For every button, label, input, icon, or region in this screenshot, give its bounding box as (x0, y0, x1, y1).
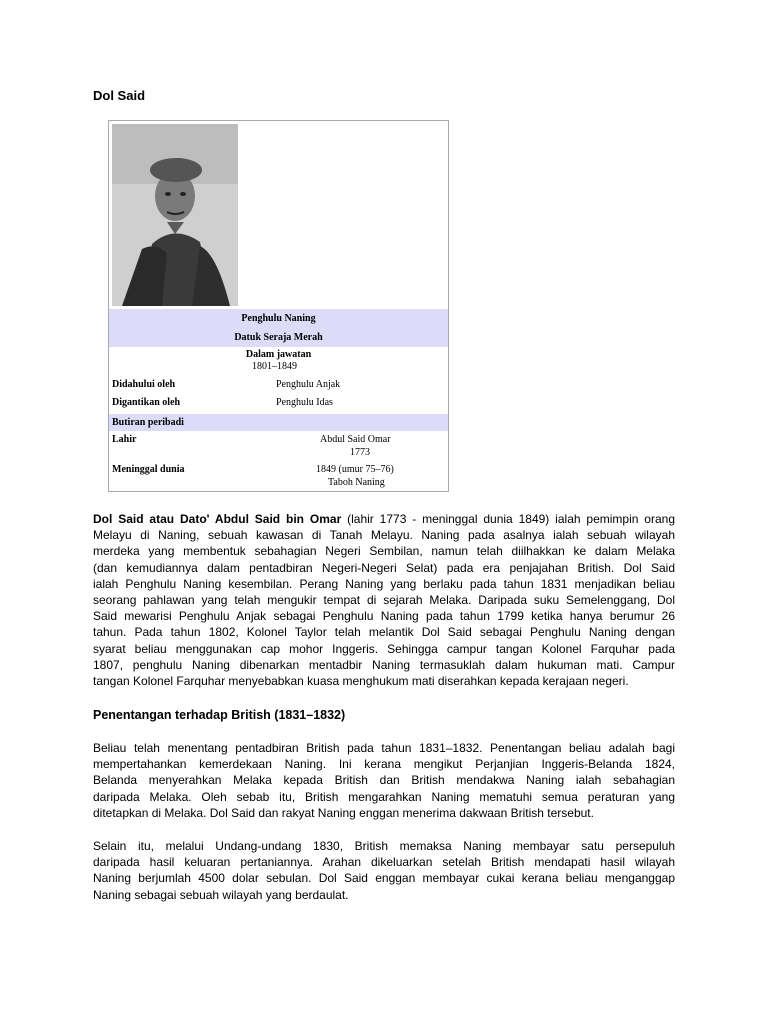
predecessor-label: Didahului oleh (112, 379, 176, 390)
predecessor-value[interactable]: Penghulu Anjak (276, 379, 341, 390)
intro-bold-name: Dol Said atau Dato' Abdul Said bin Omar (93, 512, 342, 526)
intro-paragraph (93, 511, 675, 689)
paragraph-three-line: Naning sebagai sebuah wilayah yang berdaulat. (93, 887, 349, 902)
intro-line: tahun. Pada tahun 1802, Kolonel Taylor telah melantik Dol Said sebagai Penghulu Naning dengan (93, 625, 675, 640)
paragraph-two-line: mempertahankan kemerdekaan Naning. Ini kerana mengikut Perjanjian Inggeris-Belanda 1824, (93, 757, 675, 772)
portrait-image[interactable] (112, 124, 238, 306)
infobox-row-born (109, 434, 448, 464)
paragraph-two-line: ditetapkan di Melaka. Dol Said dan rakyat Naning enggan menerima dakwaan British tersebut. (93, 805, 594, 820)
portrait-illustration (112, 124, 238, 306)
intro-line: seorang pahlawan yang telah mengukir tempat di sejarah Melaka. Daripada suku Semelenggang, Dol (93, 593, 675, 608)
paragraph-two (93, 740, 675, 821)
infobox (108, 120, 449, 492)
paragraph-two-line: daripada Melaka. Oleh sebab itu, British mengarahkan Naning mematuhi semua peraturan yang (93, 789, 675, 804)
intro-line: syarat beliau menggunakan cap mohor Inggeris. Sehingga campur tangan Kolonel Farquhar pada (93, 641, 675, 656)
born-label: Lahir (112, 434, 137, 445)
paragraph-three-line: Naning berjumlah 4500 dolar sebulan. Dol Said enggan membayar cukai kerana beliau menganggap (93, 871, 675, 886)
infobox-row-died (109, 464, 448, 492)
intro-line: ialah Penghulu Naning kesembilan. Perang Naning yang berlaku pada tahun 1831 menjadikan beliau (93, 576, 675, 591)
infobox-title: Penghulu Naning (109, 309, 448, 328)
paragraph-two-line: Belanda menyerahkan Melaka kepada British dan British mendakwa Naning ialah sebahagian (93, 773, 675, 788)
successor-value[interactable]: Penghulu Idas (276, 397, 333, 408)
intro-line: tangan Kolonel Farquhar menyebabkan kuasa menghukum mati diserahkan kepada kerajaan negeri. (93, 674, 629, 689)
paragraph-three (93, 838, 675, 903)
died-value: 1849 (umur 75–76) (316, 464, 394, 475)
born-year: 1773 (350, 447, 370, 458)
paragraph-three-line: daripada hasil keluaran pertaniannya. Arahan dikeluarkan setelah British mendapati hasil wilayah (93, 855, 675, 870)
intro-first-rest: (lahir 1773 - meninggal dunia 1849) ialah pemimpin orang (341, 512, 676, 526)
intro-line: Said mewarisi Penghulu Anjak sebagai Penghulu Naning pada tahun 1799 ketika hanya berumur 26 (93, 609, 675, 624)
intro-line: merdeka yang membentuk sebahagian Negeri Sembilan, namun telah diilhakkan ke dalam Melaka (93, 544, 675, 559)
born-name: Abdul Said Omar (320, 434, 391, 445)
died-place[interactable]: Taboh Naning (328, 477, 385, 488)
successor-label: Digantikan oleh (112, 397, 181, 408)
paragraph-two-line: Beliau telah menentang pentadbiran British pada tahun 1831–1832. Penentangan beliau adalah bagi (93, 741, 675, 755)
page-title: Dol Said (93, 88, 146, 103)
infobox-row-predecessor (109, 379, 448, 395)
intro-line: (dan kemudiannya dalam pentadbiran Negeri-Negeri Selat) pada era penjajahan British. Dol Said (93, 560, 675, 575)
intro-line: 1807, penghulu Naning dibenarkan mentadbir Naning termasuklah dalam hukuman mati. Campur (93, 657, 675, 672)
personal-header-label: Butiran peribadi (112, 417, 184, 428)
infobox-row-successor (109, 397, 448, 413)
office-years: 1801–1849 (252, 361, 297, 372)
personal-header (109, 414, 448, 431)
infobox-subtitle: Datuk Seraja Merah (109, 328, 448, 347)
paragraph-three-line: Selain itu, melalui Undang-undang 1830, British memaksa Naning membayar satu persepuluh (93, 839, 675, 853)
office-label: Dalam jawatan (245, 349, 312, 360)
intro-line-first (93, 511, 675, 527)
died-label: Meninggal dunia (112, 464, 185, 475)
section-heading: Penentangan terhadap British (1831–1832) (93, 708, 346, 722)
intro-line: Melayu di Naning, sebuah kawasan di Tanah Melayu. Naning pada asalnya ialah sebuah wilayah (93, 528, 675, 543)
